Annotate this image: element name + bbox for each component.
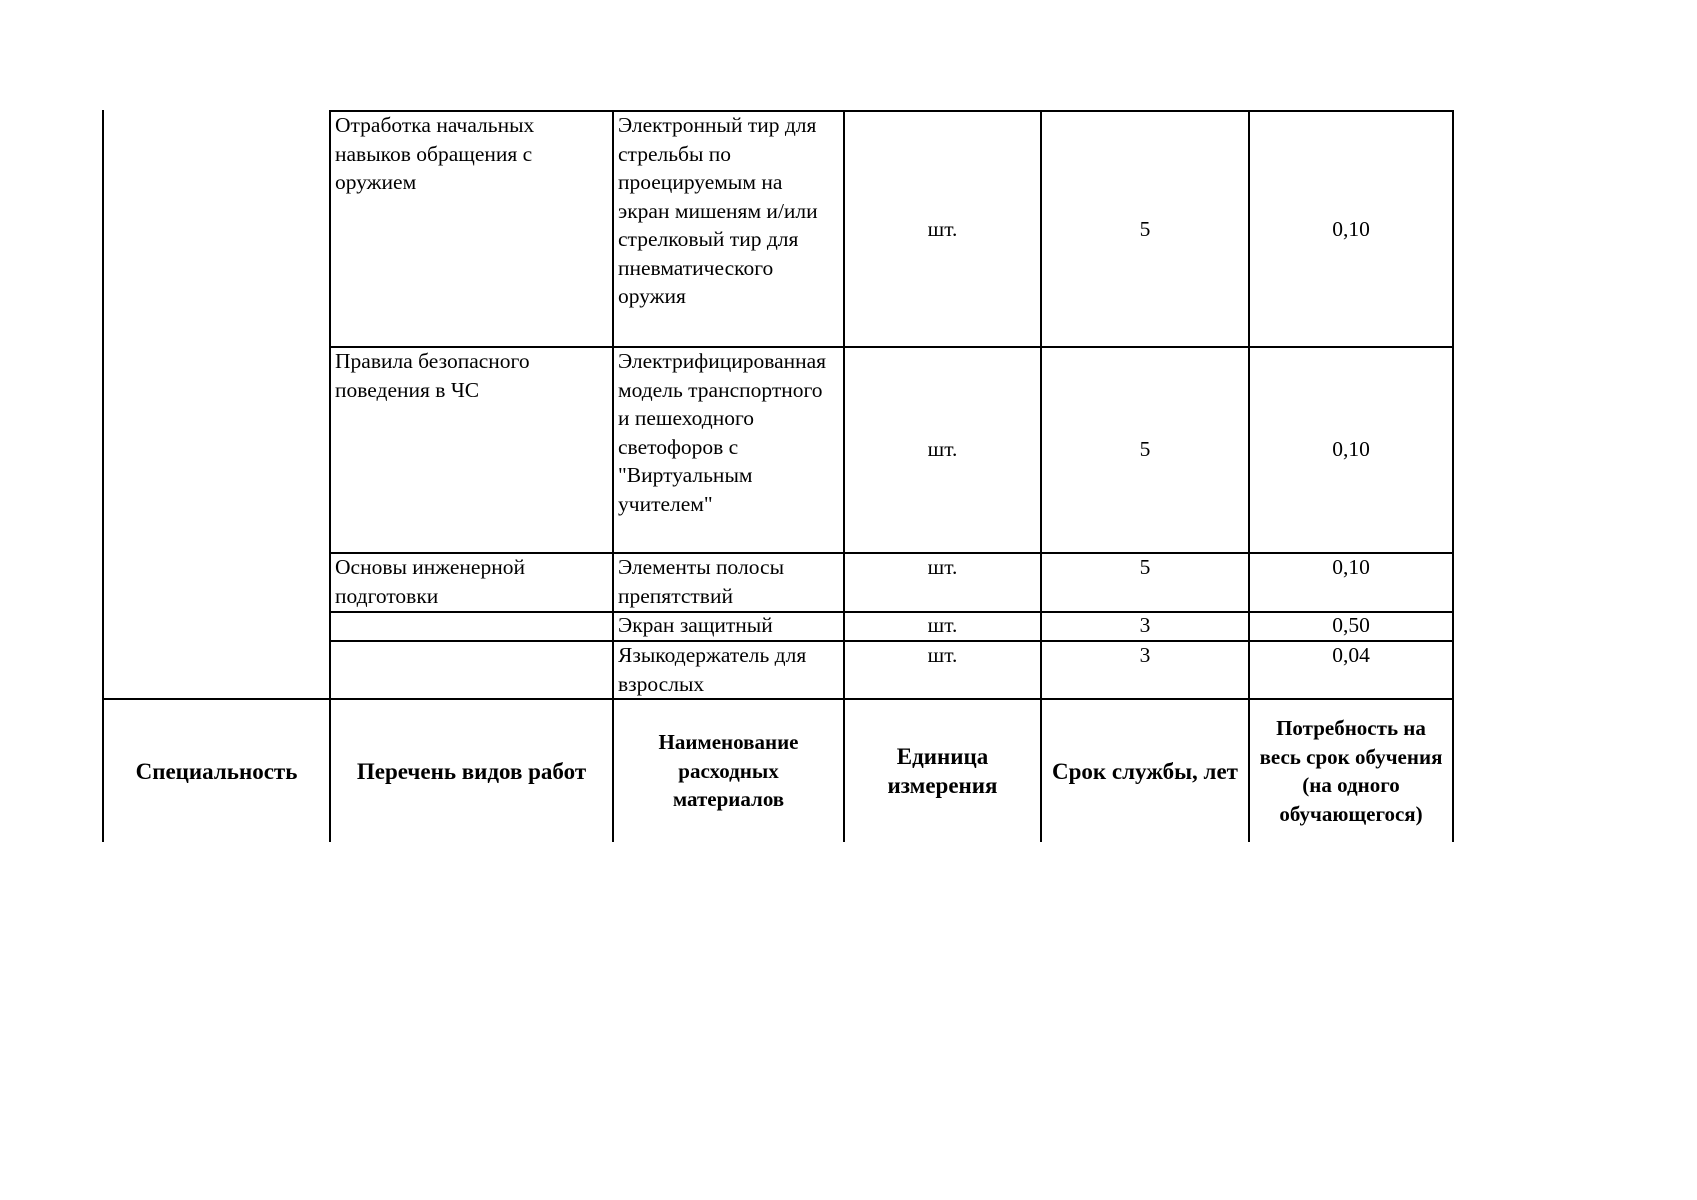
row5-unit: шт. <box>927 643 958 667</box>
row1-material: Электронный тир для стрельбы по проецируемым на экран мишеням и/или стрелковый тир для пневматического оружия <box>618 113 818 308</box>
row4-unit: шт. <box>927 613 958 637</box>
row2-service-life: 5 <box>1139 437 1151 461</box>
row5-material: Языкодержатель для взрослых <box>618 643 807 696</box>
row3-unit: шт. <box>927 555 958 579</box>
row1-need: 0,10 <box>1332 217 1370 241</box>
row2-work: Правила безопасного поведения в ЧС <box>335 349 530 402</box>
row1-work: Отработка начальных навыков обращения с оружием <box>335 113 535 194</box>
row1-unit: шт. <box>927 217 958 241</box>
row3-work: Основы инженерной подготовки <box>335 555 525 608</box>
row1-service-life: 5 <box>1139 217 1151 241</box>
row5-service-life: 3 <box>1139 643 1151 667</box>
header-material-name: Наименование расходных материалов <box>658 730 799 812</box>
grid-line-right <box>1452 110 1454 842</box>
row3-service-life: 5 <box>1139 555 1151 579</box>
header-specialty: Специальность <box>135 758 298 784</box>
header-need: Потребность на весь срок обучения (на одного обучающегося) <box>1259 716 1443 826</box>
header-unit: Единица измерения <box>887 744 998 798</box>
row3-need: 0,10 <box>1332 555 1370 579</box>
row2-material: Электрифицированная модель транспортного и пешеходного светофоров с "Виртуальным учителем" <box>618 349 827 516</box>
row3-material: Элементы полосы препятствий <box>618 555 785 608</box>
row5-need: 0,04 <box>1332 643 1370 667</box>
header-work-list: Перечень видов работ <box>356 758 587 784</box>
row2-need: 0,10 <box>1332 437 1370 461</box>
row4-need: 0,50 <box>1332 613 1370 637</box>
row4-service-life: 3 <box>1139 613 1151 637</box>
header-service-life: Срок службы, лет <box>1052 758 1238 784</box>
row4-material: Экран защитный <box>618 613 773 637</box>
row2-unit: шт. <box>927 437 958 461</box>
